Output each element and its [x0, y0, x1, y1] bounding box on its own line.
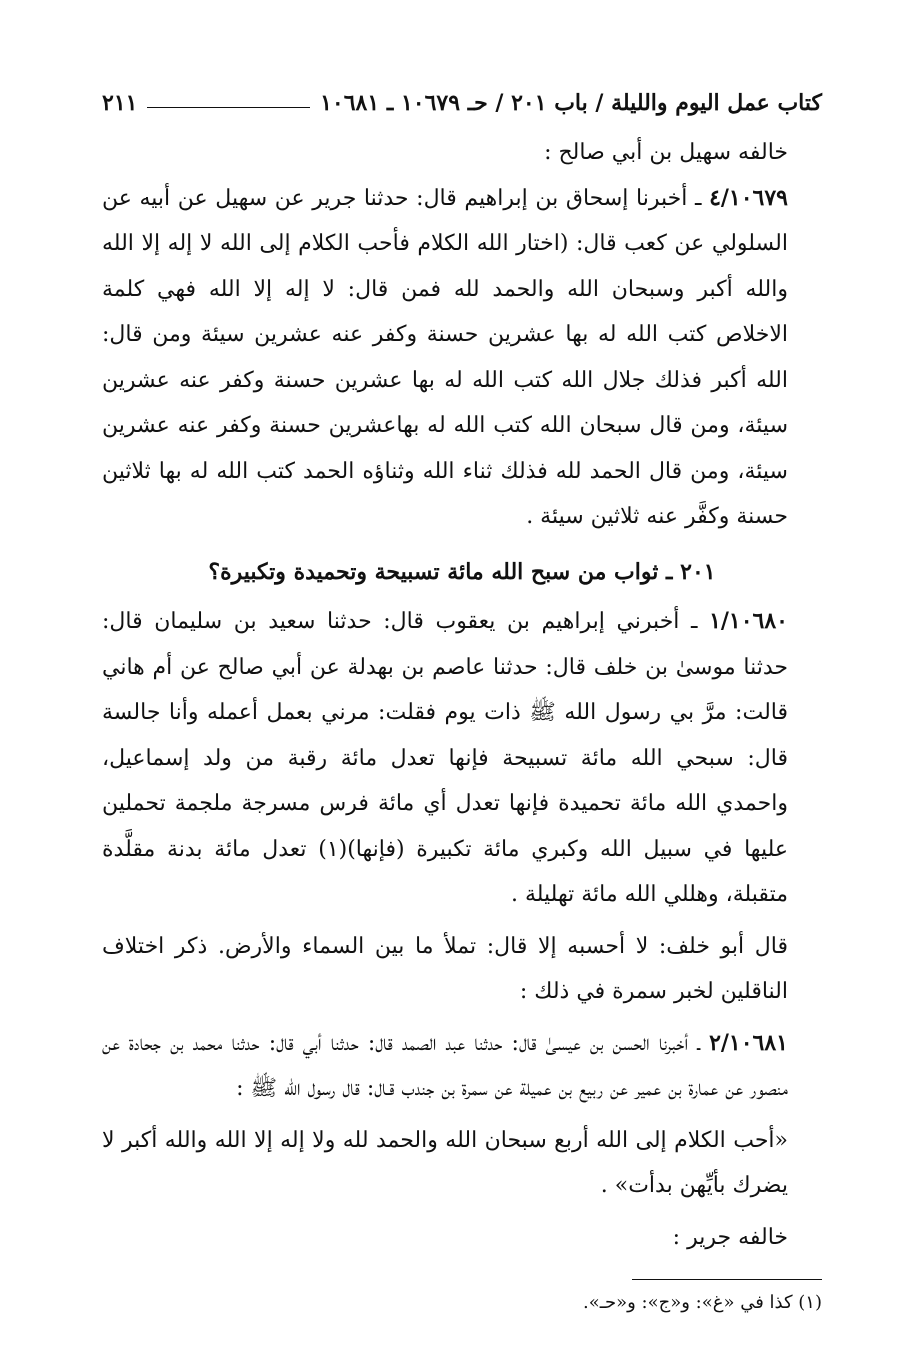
page-header: [102, 86, 822, 120]
hadith-number: ١/١٠٦٨٠: [709, 608, 788, 634]
header-rule: [147, 107, 310, 108]
page-body: [102, 130, 822, 1260]
hadith-number: ٤/١٠٦٧٩: [709, 184, 788, 211]
hadith-number: ٢/١٠٦٨١: [709, 1029, 788, 1056]
prophetic-quote: «أحب الكلام إلى الله أربع سبحان الله والحمد لله ولا إله إلا الله والله أكبر لا يضرك بأيِّهن بدأت» .: [102, 1127, 788, 1198]
hadith-10680: [102, 599, 822, 918]
paragraph-khalafahu-jarir: خالفه جرير :: [672, 1224, 788, 1250]
running-title: كتاب عمل اليوم والليلة / باب ٢٠١ / حـ ١٠٦٧٩ ـ ١٠٦٨١: [320, 90, 822, 116]
hadith-text: ـ أخبرني إبراهيم بن يعقوب قال: حدثنا سعيد بن سليمان قال: حدثنا موسىٰ بن خلف قال: حدثنا عاصم بن بهدلة عن أبي صالح عن أم هاني قالت: مرَّ بي رسول الله ﷺ ذات يوم فقلت: مرني بعمل أعمله وأنا جالسة قال: سبحي الله مائة تسبيحة فإنها تعدل مائة رقبة من ولد إسماعيل، واحمدي الله مائة تحميدة فإنها تعدل أي مائة فرس مسرجة ملجمة تحملين عليها في سبيل الله وكبري مائة تكبيرة (فإنها)(١) تعدل مائة بدنة مقلَّدة متقبلة، وهللي الله مائة تهليلة .: [102, 609, 788, 907]
footnote: (١) كذا في «غ»: و«ج»: و«حـ».: [582, 1292, 822, 1313]
hadith-10679: [102, 176, 822, 540]
hadith-text: ـ أخبرنا الحسن بن عيسىٰ قال: حدثنا عبد الصمد قال: حدثنا أبي قال: حدثنا محمد بن جحادة عن منصور عن عمارة بن عمير عن ربيع بن عميلة عن سمرة بن جندب قـال: قال رسول الله ﷺ :: [102, 1030, 788, 1101]
footnote-rule: [632, 1279, 822, 1280]
paragraph-abu-khalaf: قال أبو خلف: لا أحسبه إلا قال: تملأ ما بين السماء والأرض. ذكر اختلاف الناقلين لخبر سمرة في ذلك :: [102, 933, 788, 1004]
hadith-10681: [102, 1021, 822, 1112]
paragraph-intro: خالفه سهيل بن أبي صالح :: [544, 140, 788, 165]
page-number: ٢١١: [102, 90, 138, 116]
hadith-text: ـ أخبرنا إسحاق بن إبراهيم قال: حدثنا جرير عن سهيل عن أبيه عن السلولي عن كعب قال: (اختار الله الكلام فأحب الكلام إلى الله لا إله إلا الله والله أكبر وسبحان الله والحمد لله فمن قال: لا إله إلا الله فهي كلمة الاخلاص كتب الله له بها عشرين حسنة وكفر عنه عشرين سيئة ومن قال: الله أكبر فذلك جلال الله كتب الله له بها عشرين حسنة وكفر عنه عشرين سيئة، ومن قال سبحان الله كتب الله له بهاعشرين حسنة وكفر عنه عشرين سيئة، ومن قال الحمد لله فذلك ثناء الله وثناؤه الحمد كتب الله له بها ثلاثين حسنة وكفَّر عنه ثلاثين سيئة .: [102, 185, 788, 529]
chapter-heading: ٢٠١ ـ ثواب من سبح الله مائة تسبيحة وتحميدة وتكبيرة؟: [208, 558, 716, 585]
